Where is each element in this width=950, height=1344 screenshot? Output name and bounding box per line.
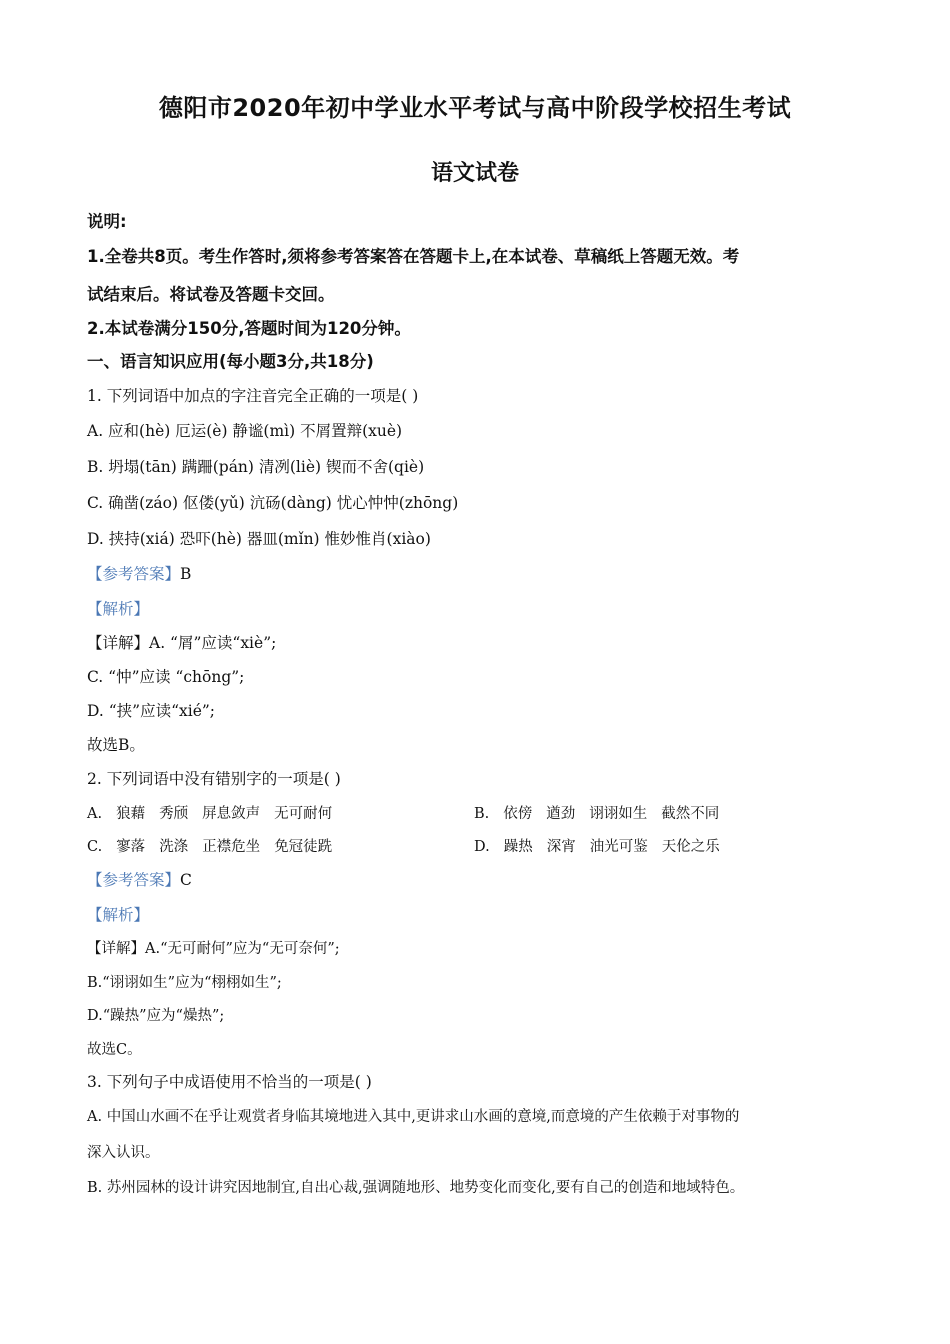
q1-analysis-label: 【解析】 [87,600,150,618]
q1-detail-2: C. “忡”应读 “chōng”; [87,668,245,686]
q2-conclusion: 故选C。 [87,1042,142,1058]
instruction-item-1: 1.全卷共8页。考生作答时,须将参考答案答在答题卡上,在本试卷、草稿纸上答题无效。考 [87,247,740,266]
q2-option-b: B. 依傍 遒劲 诩诩如生 截然不同 [474,806,720,822]
q1-answer [87,562,867,584]
q3-stem: 3. 下列句子中成语使用不恰当的一项是( ) [87,1073,372,1091]
q2-detail-1: 【详解】A.“无可耐何”应为“无可奈何”; [87,941,340,957]
answer-label: 【参考答案】 [87,871,181,889]
answer-value: B [180,565,192,583]
exam-title: 德阳市2020年初中学业水平考试与高中阶段学校招生考试 [158,94,792,122]
section-heading: 一、语言知识应用(每小题3分,共18分) [87,352,374,371]
answer-label: 【参考答案】 [87,565,181,583]
q2-analysis-label: 【解析】 [87,906,150,924]
q1-option-c: C. 确凿(záo) 伛偻(yǔ) 沆砀(dàng) 忧心忡忡(zhōng) [87,494,459,512]
instruction-item-2: 2.本试卷满分150分,答题时间为120分钟。 [87,319,411,338]
q2-option-c: C. 寥落 洗涤 正襟危坐 免冠徒跣 [87,839,333,855]
q2-detail-3: D.“躁热”应为“燥热”; [87,1008,225,1024]
q3-option-a: A. 中国山水画不在乎让观赏者身临其境地进入其中,更讲求山水画的意境,而意境的产生依赖于对事物的 [87,1109,740,1125]
q2-stem: 2. 下列词语中没有错别字的一项是( ) [87,770,341,788]
q1-option-d: D. 挟持(xiá) 恐吓(hè) 器皿(mǐn) 惟妙惟肖(xiào) [87,530,431,548]
q3-option-b: B. 苏州园林的设计讲究因地制宜,自出心裁,强调随地形、地势变化而变化,要有自己的创造和地域特色。 [87,1180,745,1196]
q3-option-a-cont: 深入认识。 [87,1145,160,1161]
q1-detail-3: D. “挟”应读“xié”; [87,702,216,720]
q1-detail-1: 【详解】A. “屑”应读“xiè”; [87,634,277,652]
instruction-item-1-cont: 试结束后。将试卷及答题卡交回。 [87,285,335,304]
q2-detail-2: B.“诩诩如生”应为“栩栩如生”; [87,975,282,991]
exam-subtitle: 语文试卷 [430,161,519,186]
q2-option-d: D. 躁热 深宵 油光可鉴 天伦之乐 [474,839,720,855]
q2-option-a: A. 狼藉 秀颀 屏息敛声 无可耐何 [87,806,333,822]
q2-answer [87,868,867,890]
q1-stem: 1. 下列词语中加点的字注音完全正确的一项是( ) [87,387,419,405]
q1-option-a: A. 应和(hè) 厄运(è) 静谧(mì) 不屑置辩(xuè) [87,422,403,440]
instructions-label: 说明: [87,212,127,231]
q1-option-b: B. 坍塌(tān) 蹒跚(pán) 清冽(liè) 锲而不舍(qiè) [87,458,425,476]
answer-value: C [180,871,192,889]
q1-conclusion: 故选B。 [87,736,145,754]
